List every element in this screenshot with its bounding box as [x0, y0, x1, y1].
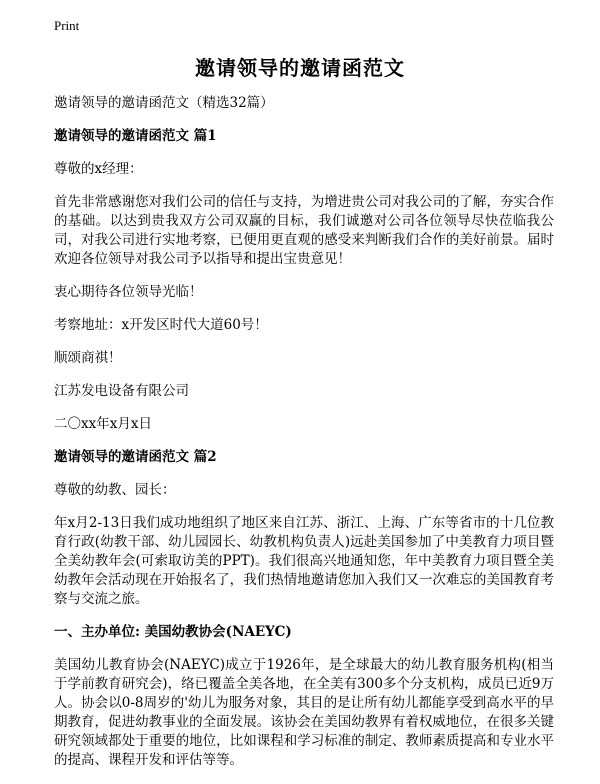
closing-line: 衷心期待各位领导光临！	[54, 284, 203, 300]
body-paragraph: 年x月2-13日我们成功地组织了地区来自江苏、浙江、上海、广东等省市的十几位教育行政(幼教干部、幼儿园园长、幼教机构负责人)远赴美国参加了中美教育力项目暨全美幼教年会(可索取访美的PPT)。我们很高兴地通知您，年中美教育力项目暨全美幼教年会活动现在开始报名了，我们热情地邀请您加入我们又一次难忘的美国教育考察与交流之旅。	[54, 515, 554, 607]
body-paragraph: 首先非常感谢您对我们公司的信任与支持，为增进贵公司对我公司的了解，夯实合作的基础。以达到贵我双方公司双赢的目标，我们诚邀对公司各位领导尽快莅临我公司，对我公司进行实地考察，已便用更直观的感受来判断我们合作的美好前景。届时欢迎各位领导对我公司予以指导和提出宝贵意见！	[54, 194, 554, 267]
section-3	[54, 623, 554, 770]
print-link[interactable]: Print	[54, 18, 80, 33]
page-title: 邀请领导的邀请函范文	[195, 56, 405, 80]
signature-company: 江苏发电设备有限公司	[54, 383, 189, 399]
signature-date: 二〇xx年x月x日	[54, 416, 152, 432]
body-paragraph: 美国幼儿教育协会(NAEYC)成立于1926年，是全球最大的幼儿教育服务机构(相当于学前教育研究会)，络已覆盖全美各地，在全美有300多个分支机构，成员已近9万人。协会以0-8周岁的'幼儿为服务对象，其目的是让所有幼儿都能享受到高水平的早期教育，促进幼教事业的全面发展。该协会在美国幼教界有着权威地位，在很多关键研究领域都处于重要的地位，比如课程和学习标准的制定、教师素质提高和专业水平的提高、课程开发和评估等等。	[54, 657, 554, 768]
address-line: 考察地址：x开发区时代大道60号！	[54, 317, 268, 333]
section-heading: 邀请领导的邀请函范文 篇1	[54, 128, 217, 144]
greeting: 尊敬的x经理：	[54, 161, 143, 177]
section-2	[54, 448, 554, 609]
section-1	[54, 127, 554, 434]
greeting: 尊敬的幼教、园长：	[54, 482, 176, 498]
section-heading: 一、主办单位: 美国幼教协会(NAEYC)	[54, 624, 292, 640]
document-body	[54, 94, 554, 784]
document-subtitle: 邀请领导的邀请函范文（精选32篇）	[54, 95, 274, 111]
salutation: 顺颂商祺！	[54, 350, 122, 366]
section-heading: 邀请领导的邀请函范文 篇2	[54, 449, 217, 465]
